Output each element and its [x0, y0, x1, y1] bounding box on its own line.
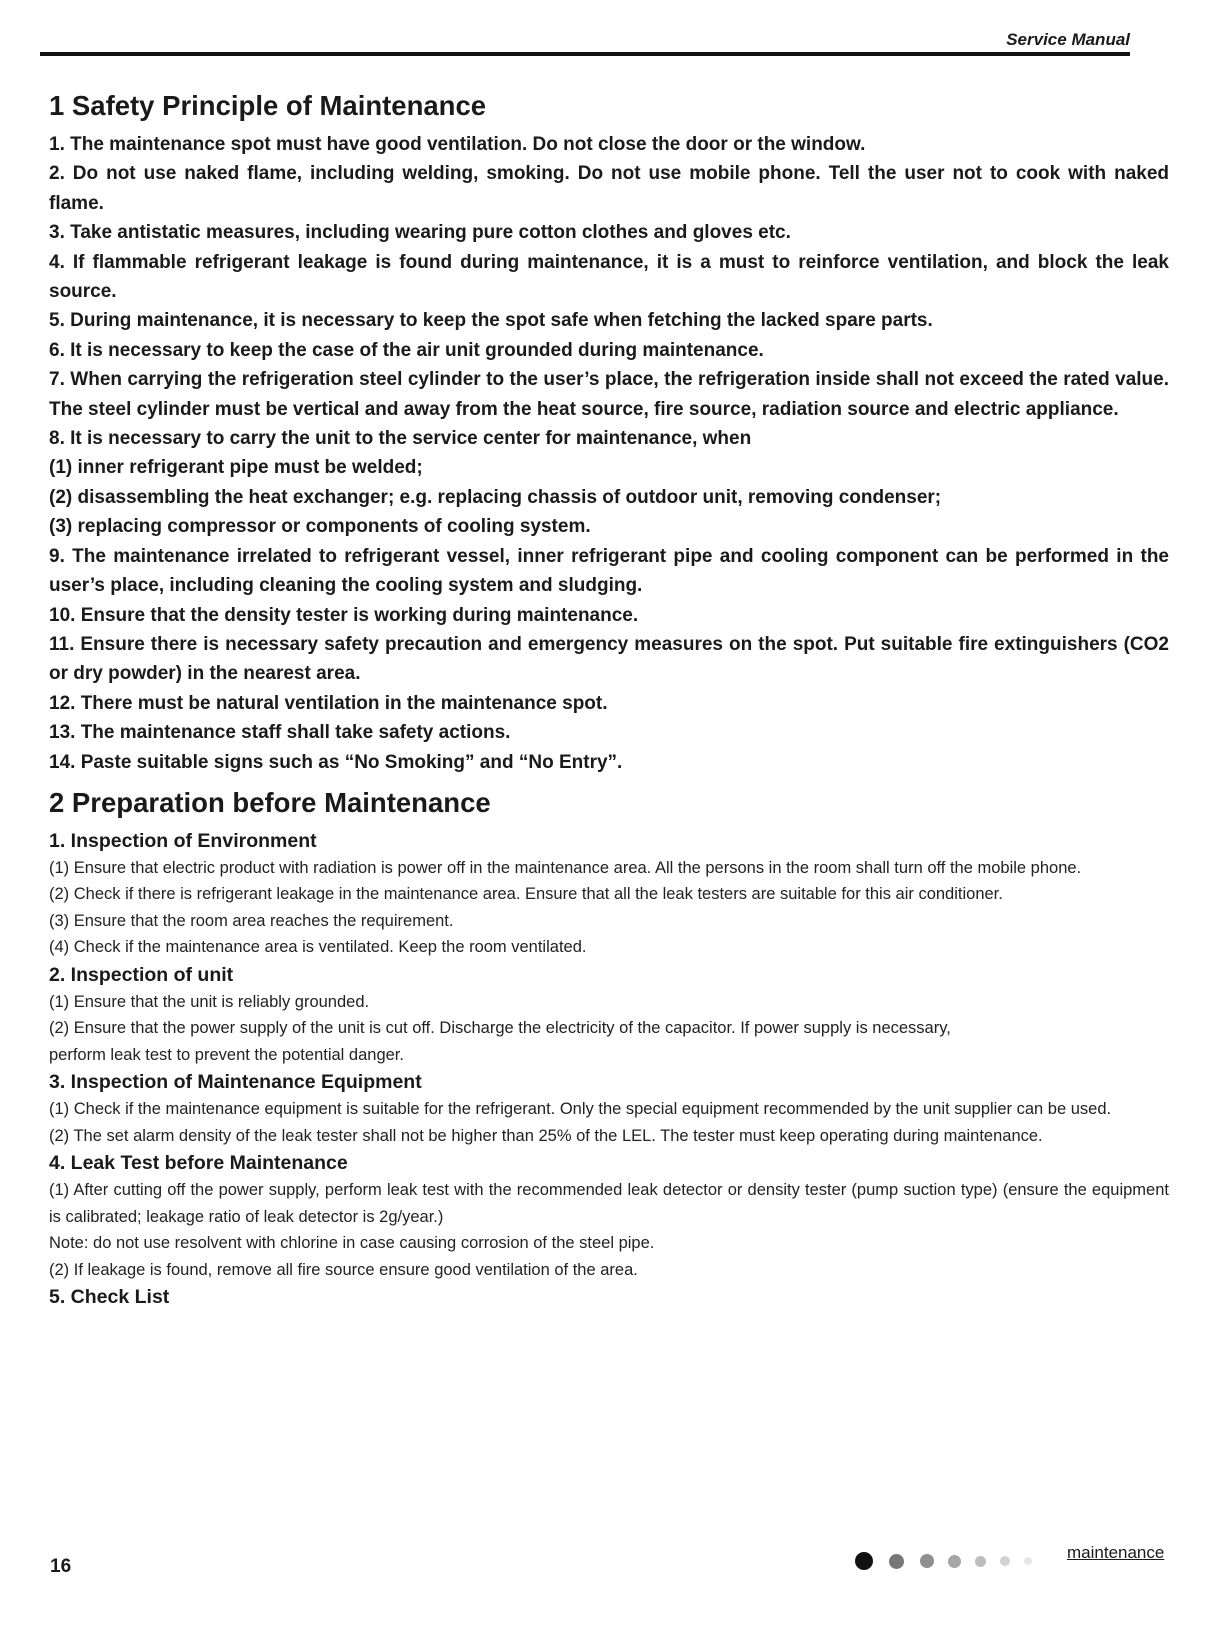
safety-item-5: 5. During maintenance, it is necessary to keep the spot safe when fetching the lacked spare parts. [49, 310, 933, 332]
leak-test-item-1: (1) After cutting off the power supply, perform leak test with the recommended leak detector or density tester (pump suction type) (ensure the equipment is calibrated; leakage ratio of leak detector is 2g/year.) [49, 1181, 1169, 1226]
page-number: 16 [50, 1556, 72, 1577]
sub-heading-check-list: 5. Check List [49, 1286, 170, 1309]
safety-item-9: 9. The maintenance irrelated to refrigerant vessel, inner refrigerant pipe and cooling component can be performed in the user’s place, including cleaning the cooling system and sludging. [49, 545, 1169, 597]
footer-dot-6 [1000, 1556, 1010, 1566]
safety-item-3: 3. Take antistatic measures, including wearing pure cotton clothes and gloves etc. [49, 222, 791, 244]
section-1-list [49, 130, 1169, 777]
environment-item-2: (2) Check if there is refrigerant leakage in the maintenance area. Ensure that all the leak testers are suitable for this air conditioner. [49, 885, 1003, 904]
unit-item-1: (1) Ensure that the unit is reliably grounded. [49, 992, 370, 1011]
section-1-title: 1 Safety Principle of Maintenance [49, 90, 487, 121]
footer-dot-4 [948, 1555, 961, 1568]
footer-dot-7 [1024, 1557, 1032, 1565]
footer-dots [855, 1552, 1032, 1570]
unit-item-2: (2) Ensure that the power supply of the unit is cut off. Discharge the electricity of the capacitor. If power supply is necessary, [49, 1019, 951, 1038]
safety-item-8-sub-2: (2) disassembling the heat exchanger; e.g. replacing chassis of outdoor unit, removing condenser; [49, 486, 942, 508]
safety-item-2: 2. Do not use naked flame, including welding, smoking. Do not use mobile phone. Tell the user not to cook with naked flame. [49, 163, 1169, 214]
safety-item-8-sub-1: (1) inner refrigerant pipe must be welded; [49, 457, 423, 479]
safety-item-1: 1. The maintenance spot must have good ventilation. Do not close the door or the window. [49, 134, 866, 155]
leak-test-item-2: (2) If leakage is found, remove all fire source ensure good ventilation of the area. [49, 1260, 638, 1279]
safety-item-8: 8. It is necessary to carry the unit to the service center for maintenance, when [49, 428, 752, 450]
page-content [49, 88, 1169, 1311]
safety-item-4: 4. If flammable refrigerant leakage is found during maintenance, it is a must to reinforce ventilation, and block the leak source. [49, 251, 1169, 303]
safety-item-10: 10. Ensure that the density tester is working during maintenance. [49, 604, 639, 626]
footer-dot-2 [889, 1554, 904, 1569]
header-rule [40, 52, 1130, 56]
environment-item-4: (4) Check if the maintenance area is ventilated. Keep the room ventilated. [49, 938, 587, 957]
environment-item-3: (3) Ensure that the room area reaches the requirement. [49, 911, 454, 930]
footer-dot-3 [920, 1554, 934, 1568]
safety-item-13: 13. The maintenance staff shall take safety actions. [49, 722, 511, 744]
safety-item-12: 12. There must be natural ventilation in the maintenance spot. [49, 692, 608, 714]
sub-heading-equipment: 3. Inspection of Maintenance Equipment [49, 1071, 422, 1094]
safety-item-11: 11. Ensure there is necessary safety precaution and emergency measures on the spot. Put suitable fire extinguishers (CO2 or dry powder) in the nearest area. [49, 633, 1169, 685]
safety-item-6: 6. It is necessary to keep the case of the air unit grounded during maintenance. [49, 339, 764, 361]
safety-item-7: 7. When carrying the refrigeration steel cylinder to the user’s place, the refrigeration inside shall not exceed the rated value. The steel cylinder must be vertical and away from the heat source, fire source, radiation source and electric appliance. [49, 369, 1169, 420]
unit-item-2-cont: perform leak test to prevent the potential danger. [49, 1045, 404, 1064]
equipment-item-2: (2) The set alarm density of the leak tester shall not be higher than 25% of the LEL. The tester must keep operating during maintenance. [49, 1126, 1043, 1145]
header-title: Service Manual [1006, 30, 1130, 49]
footer-dot-5 [975, 1556, 986, 1567]
footer-dot-1 [855, 1552, 873, 1570]
equipment-item-1: (1) Check if the maintenance equipment is suitable for the refrigerant. Only the special equipment recommended by the unit supplier can be used. [49, 1100, 1112, 1119]
section-2-title: 2 Preparation before Maintenance [49, 786, 491, 818]
environment-item-1: (1) Ensure that electric product with radiation is power off in the maintenance area. All the persons in the room shall turn off the mobile phone. [49, 858, 1082, 877]
footer-section-label: maintenance [1067, 1543, 1165, 1562]
sub-heading-environment: 1. Inspection of Environment [49, 829, 317, 852]
sub-heading-unit: 2. Inspection of unit [49, 963, 234, 986]
leak-test-note: Note: do not use resolvent with chlorine in case causing corrosion of the steel pipe. [49, 1234, 655, 1253]
sub-heading-leak-test: 4. Leak Test before Maintenance [49, 1152, 348, 1175]
safety-item-14: 14. Paste suitable signs such as “No Smoking” and “No Entry”. [49, 751, 623, 773]
safety-item-8-sub-3: (3) replacing compressor or components of cooling system. [49, 516, 591, 538]
